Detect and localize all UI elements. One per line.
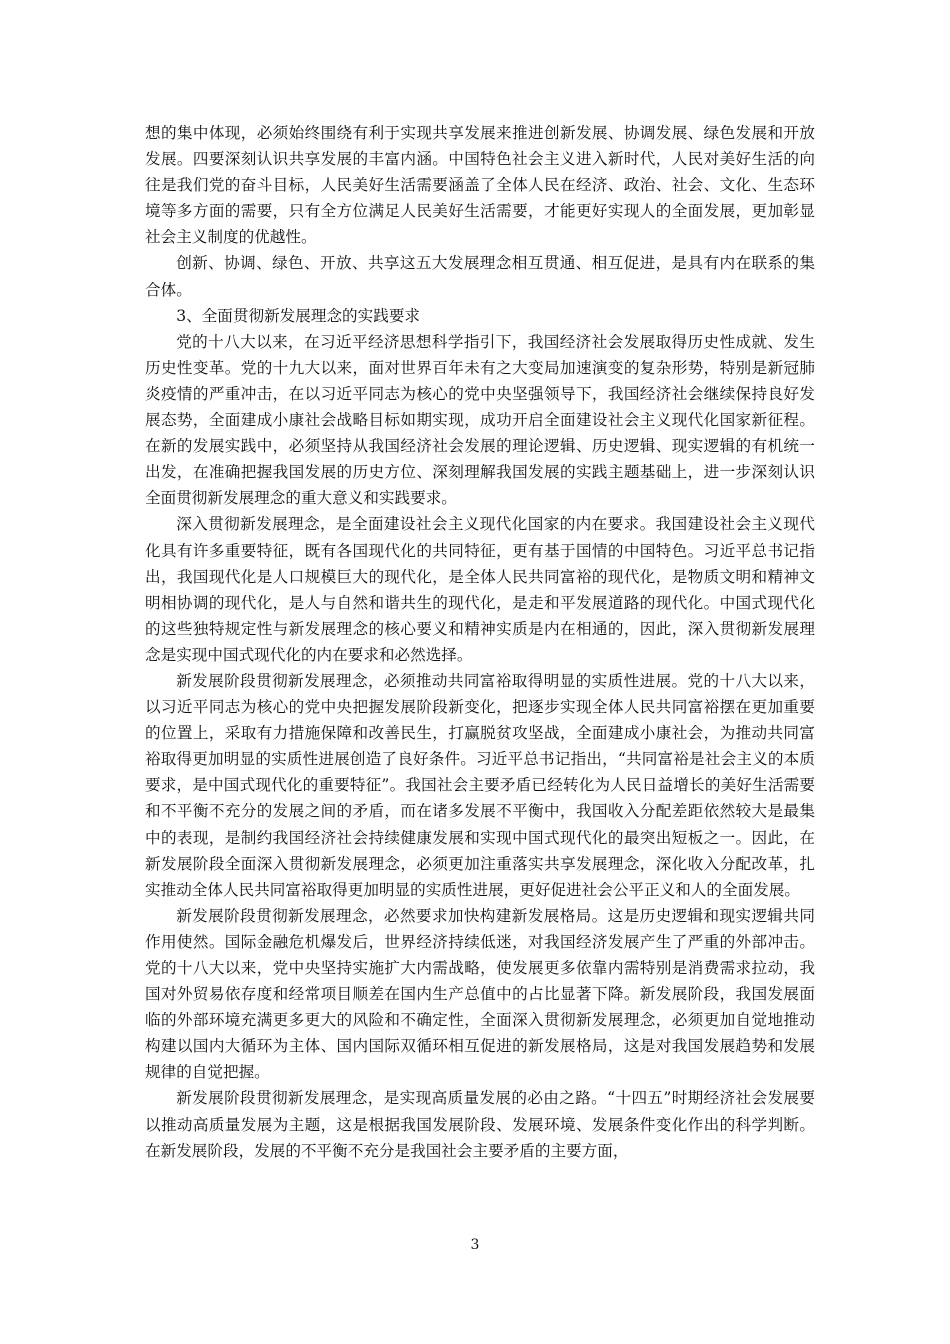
- document-body: [145, 120, 815, 1164]
- paragraph-5: 新发展阶段贯彻新发展理念，必须推动共同富裕取得明显的实质性进展。党的十八大以来，以习近平同志为核心的党中央把握发展阶段新变化，把逐步实现全体人民共同富裕摆在更加重要的位置上，采取有力措施保障和改善民生，打赢脱贫攻坚战，全面建成小康社会，为推动共同富裕取得更加明显的实质性进展创造了良好条件。习近平总书记指出，“共同富裕是社会主义的本质要求，是中国式现代化的重要特征”。我国社会主要矛盾已经转化为人民日益增长的美好生活需要和不平衡不充分的发展之间的矛盾，而在诸多发展不平衡中，我国收入分配差距依然较大是最集中的表现，是制约我国经济社会持续健康发展和实现中国式现代化的最突出短板之一。因此，在新发展阶段全面深入贯彻新发展理念，必须更加注重落实共享发展理念，深化收入分配改革，扎实推动全体人民共同富裕取得更加明显的实质性进展，更好促进社会公平正义和人的全面发展。: [145, 671, 815, 899]
- paragraph-2: 创新、协调、绿色、开放、共享这五大发展理念相互贯通、相互促进，是具有内在联系的集合体。: [145, 254, 815, 299]
- paragraph-7: 新发展阶段贯彻新发展理念，是实现高质量发展的必由之路。“十四五”时期经济社会发展要以推动高质量发展为主题，这是根据我国发展阶段、发展环境、发展条件变化作出的科学判断。在新发展阶段，发展的不平衡不充分是我国社会主要矛盾的主要方面，: [145, 1089, 815, 1160]
- section-heading: 3、全面贯彻新发展理念的实践要求: [176, 306, 421, 325]
- page-number: 3: [470, 1237, 480, 1253]
- paragraph-1: 想的集中体现，必须始终围绕有利于实现共享发展来推进创新发展、协调发展、绿色发展和开放发展。四要深刻认识共享发展的丰富内涵。中国特色社会主义进入新时代，人民对美好生活的向往是我们党的奋斗目标，人民美好生活需要涵盖了全体人民在经济、政治、社会、文化、生态环境等多方面的需要，只有全方位满足人民美好生活需要，才能更好实现人的全面发展，更加彰显社会主义制度的优越性。: [145, 124, 815, 247]
- paragraph-4: 深入贯彻新发展理念，是全面建设社会主义现代化国家的内在要求。我国建设社会主义现代化具有许多重要特征，既有各国现代化的共同特征，更有基于国情的中国特色。习近平总书记指出，我国现代化是人口规模巨大的现代化，是全体人民共同富裕的现代化，是物质文明和精神文明相协调的现代化，是人与自然和谐共生的现代化，是走和平发展道路的现代化。中国式现代化的这些独特规定性与新发展理念的核心要义和精神实质是内在相通的，因此，深入贯彻新发展理念是实现中国式现代化的内在要求和必然选择。: [145, 515, 815, 664]
- paragraph-6: 新发展阶段贯彻新发展理念，必然要求加快构建新发展格局。这是历史逻辑和现实逻辑共同作用使然。国际金融危机爆发后，世界经济持续低迷，对我国经济发展产生了严重的外部冲击。党的十八大以来，党中央坚持实施扩大内需战略，使发展更多依靠内需特别是消费需求拉动，我国对外贸易依存度和经常项目顺差在国内生产总值中的占比显著下降。新发展阶段，我国发展面临的外部环境充满更多更大的风险和不确定性，全面深入贯彻新发展理念，必须更加自觉地推动构建以国内大循环为主体、国内国际双循环相互促进的新发展格局，这是对我国发展趋势和发展规律的自觉把握。: [145, 906, 815, 1082]
- paragraph-3: 党的十八大以来，在习近平经济思想科学指引下，我国经济社会发展取得历史性成就、发生历史性变革。党的十九大以来，面对世界百年未有之大变局加速演变的复杂形势，特别是新冠肺炎疫情的严重冲击，在以习近平同志为核心的党中央坚强领导下，我国经济社会继续保持良好发展态势，全面建成小康社会战略目标如期实现，成功开启全面建设社会主义现代化国家新征程。在新的发展实践中，必须坚持从我国经济社会发展的理论逻辑、历史逻辑、现实逻辑的有机统一出发，在准确把握我国发展的历史方位、深刻理解我国发展的实践主题基础上，进一步深刻认识全面贯彻新发展理念的重大意义和实践要求。: [145, 332, 815, 508]
